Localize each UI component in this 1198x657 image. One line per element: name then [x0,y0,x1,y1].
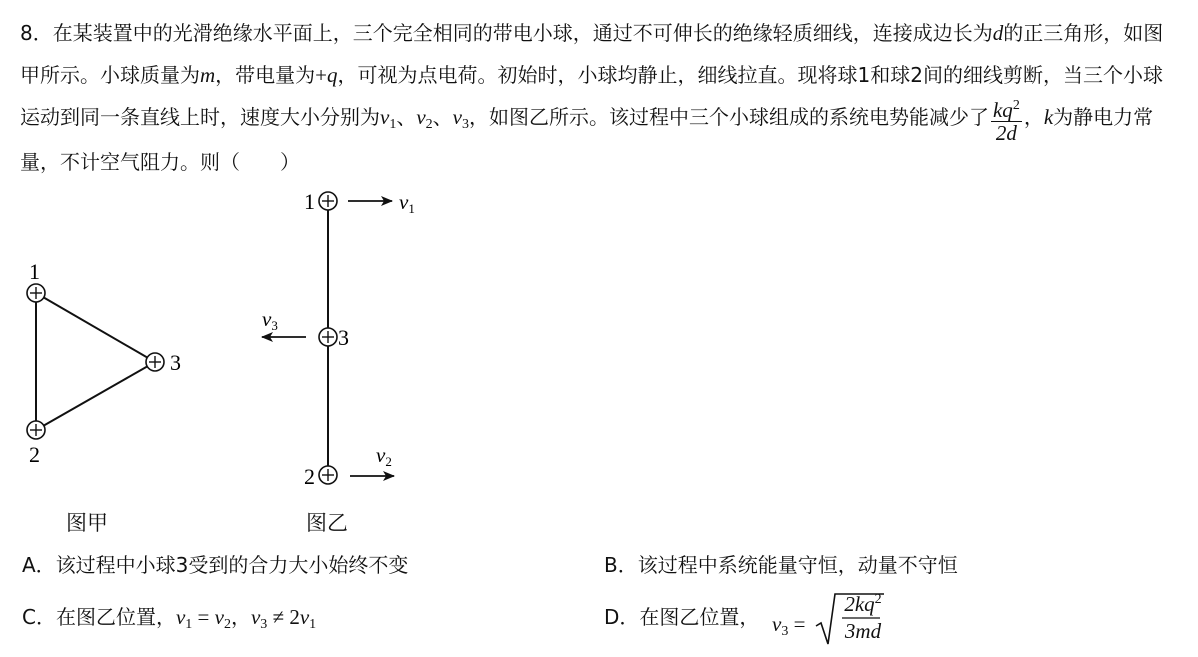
option-d-text: 在图乙位置， [639,605,760,629]
ball-1-yi [319,192,337,210]
figure-yi-diagram [262,189,415,489]
option-a[interactable] [22,551,408,579]
figure-jia-diagram [27,259,181,467]
ball-3-jia [146,353,164,371]
label-ball-2-yi: 2 [304,464,315,489]
stem-text-5: ，如图乙所示。该过程中三个小球组成的系统电势能减少了 [468,105,989,129]
symbol-k: k [1043,105,1054,129]
option-a-text: 该过程中小球3受到的合力大小始终不变 [55,553,409,577]
ball-3-yi [319,328,337,346]
option-c-formula-1: $v_1 = v_2$ [175,605,231,632]
option-d[interactable] [604,603,759,631]
label-ball-3-yi: 3 [338,325,349,350]
caption-figure-jia: 图甲 [66,511,108,535]
energy-fraction: $\frac{kq^2}{2d}$ [992,98,1020,145]
ball-2-jia [27,421,45,439]
option-c-label: C． [22,605,56,629]
ball-2-yi [319,466,337,484]
separator-1: 、 [396,105,417,129]
symbol-d: d [992,21,1004,45]
label-ball-2-jia: 2 [29,442,40,467]
option-b[interactable] [604,551,958,579]
stem-text-2: 的正三角形，如图甲所示。小球质量为 [20,21,1164,87]
separator-2: 、 [432,105,453,129]
option-b-label: B． [604,553,638,577]
option-c[interactable] [22,603,316,631]
symbol-v3: $v_3$ [452,105,469,132]
ball-1-jia [27,284,45,302]
symbol-m: m [200,63,216,87]
label-v2: v2 [376,443,392,469]
option-b-text: 该过程中系统能量守恒，动量不守恒 [637,553,958,577]
stem-text-3: ，带电量为 [215,63,316,87]
charge-sign: + [315,63,328,87]
label-ball-1-jia: 1 [29,259,40,284]
option-d-sqrt-denominator: 3md [844,619,882,643]
option-d-label: D． [604,605,640,629]
symbol-q: q [327,63,338,87]
caption-figure-yi: 图乙 [306,511,348,535]
stem-comma: ， [1023,105,1044,129]
symbol-v2: $v_2$ [416,105,433,132]
option-c-formula-2: $v_3 \ne 2v_1$ [250,605,317,632]
stem-text-1: 在某装置中的光滑绝缘水平面上，三个完全相同的带电小球，通过不可伸长的绝缘轻质细线，连接成边长为 [52,21,993,45]
label-v3: v3 [262,307,278,333]
label-ball-3-jia: 3 [170,350,181,375]
fraction-denominator: 2d [995,121,1017,145]
fraction-numerator: kq [992,98,1013,122]
symbol-v1: $v_1$ [380,105,397,132]
string-2-3 [36,362,155,430]
label-ball-1-yi: 1 [304,189,315,214]
stem-text-4: ，可视为点电荷。初始时，小球均静止，细线拉直。现将球1和球2间的细线剪断，当三个小球运动到同一条直线上时，速度大小分别为 [20,63,1163,129]
option-c-comma: ， [230,605,251,629]
label-v1: v1 [399,190,415,216]
option-d-sqrt-numerator: $2kq^2$ [844,592,882,616]
stem-text-6: 为静电力常量，不计空气阻力。则（ ） [20,105,1154,174]
option-a-label: A． [22,553,56,577]
option-c-text: 在图乙位置， [55,605,176,629]
question-number: 8． [20,21,53,45]
string-1-3 [36,293,155,362]
option-d-formula-lhs: $v_3$ = [772,612,806,639]
